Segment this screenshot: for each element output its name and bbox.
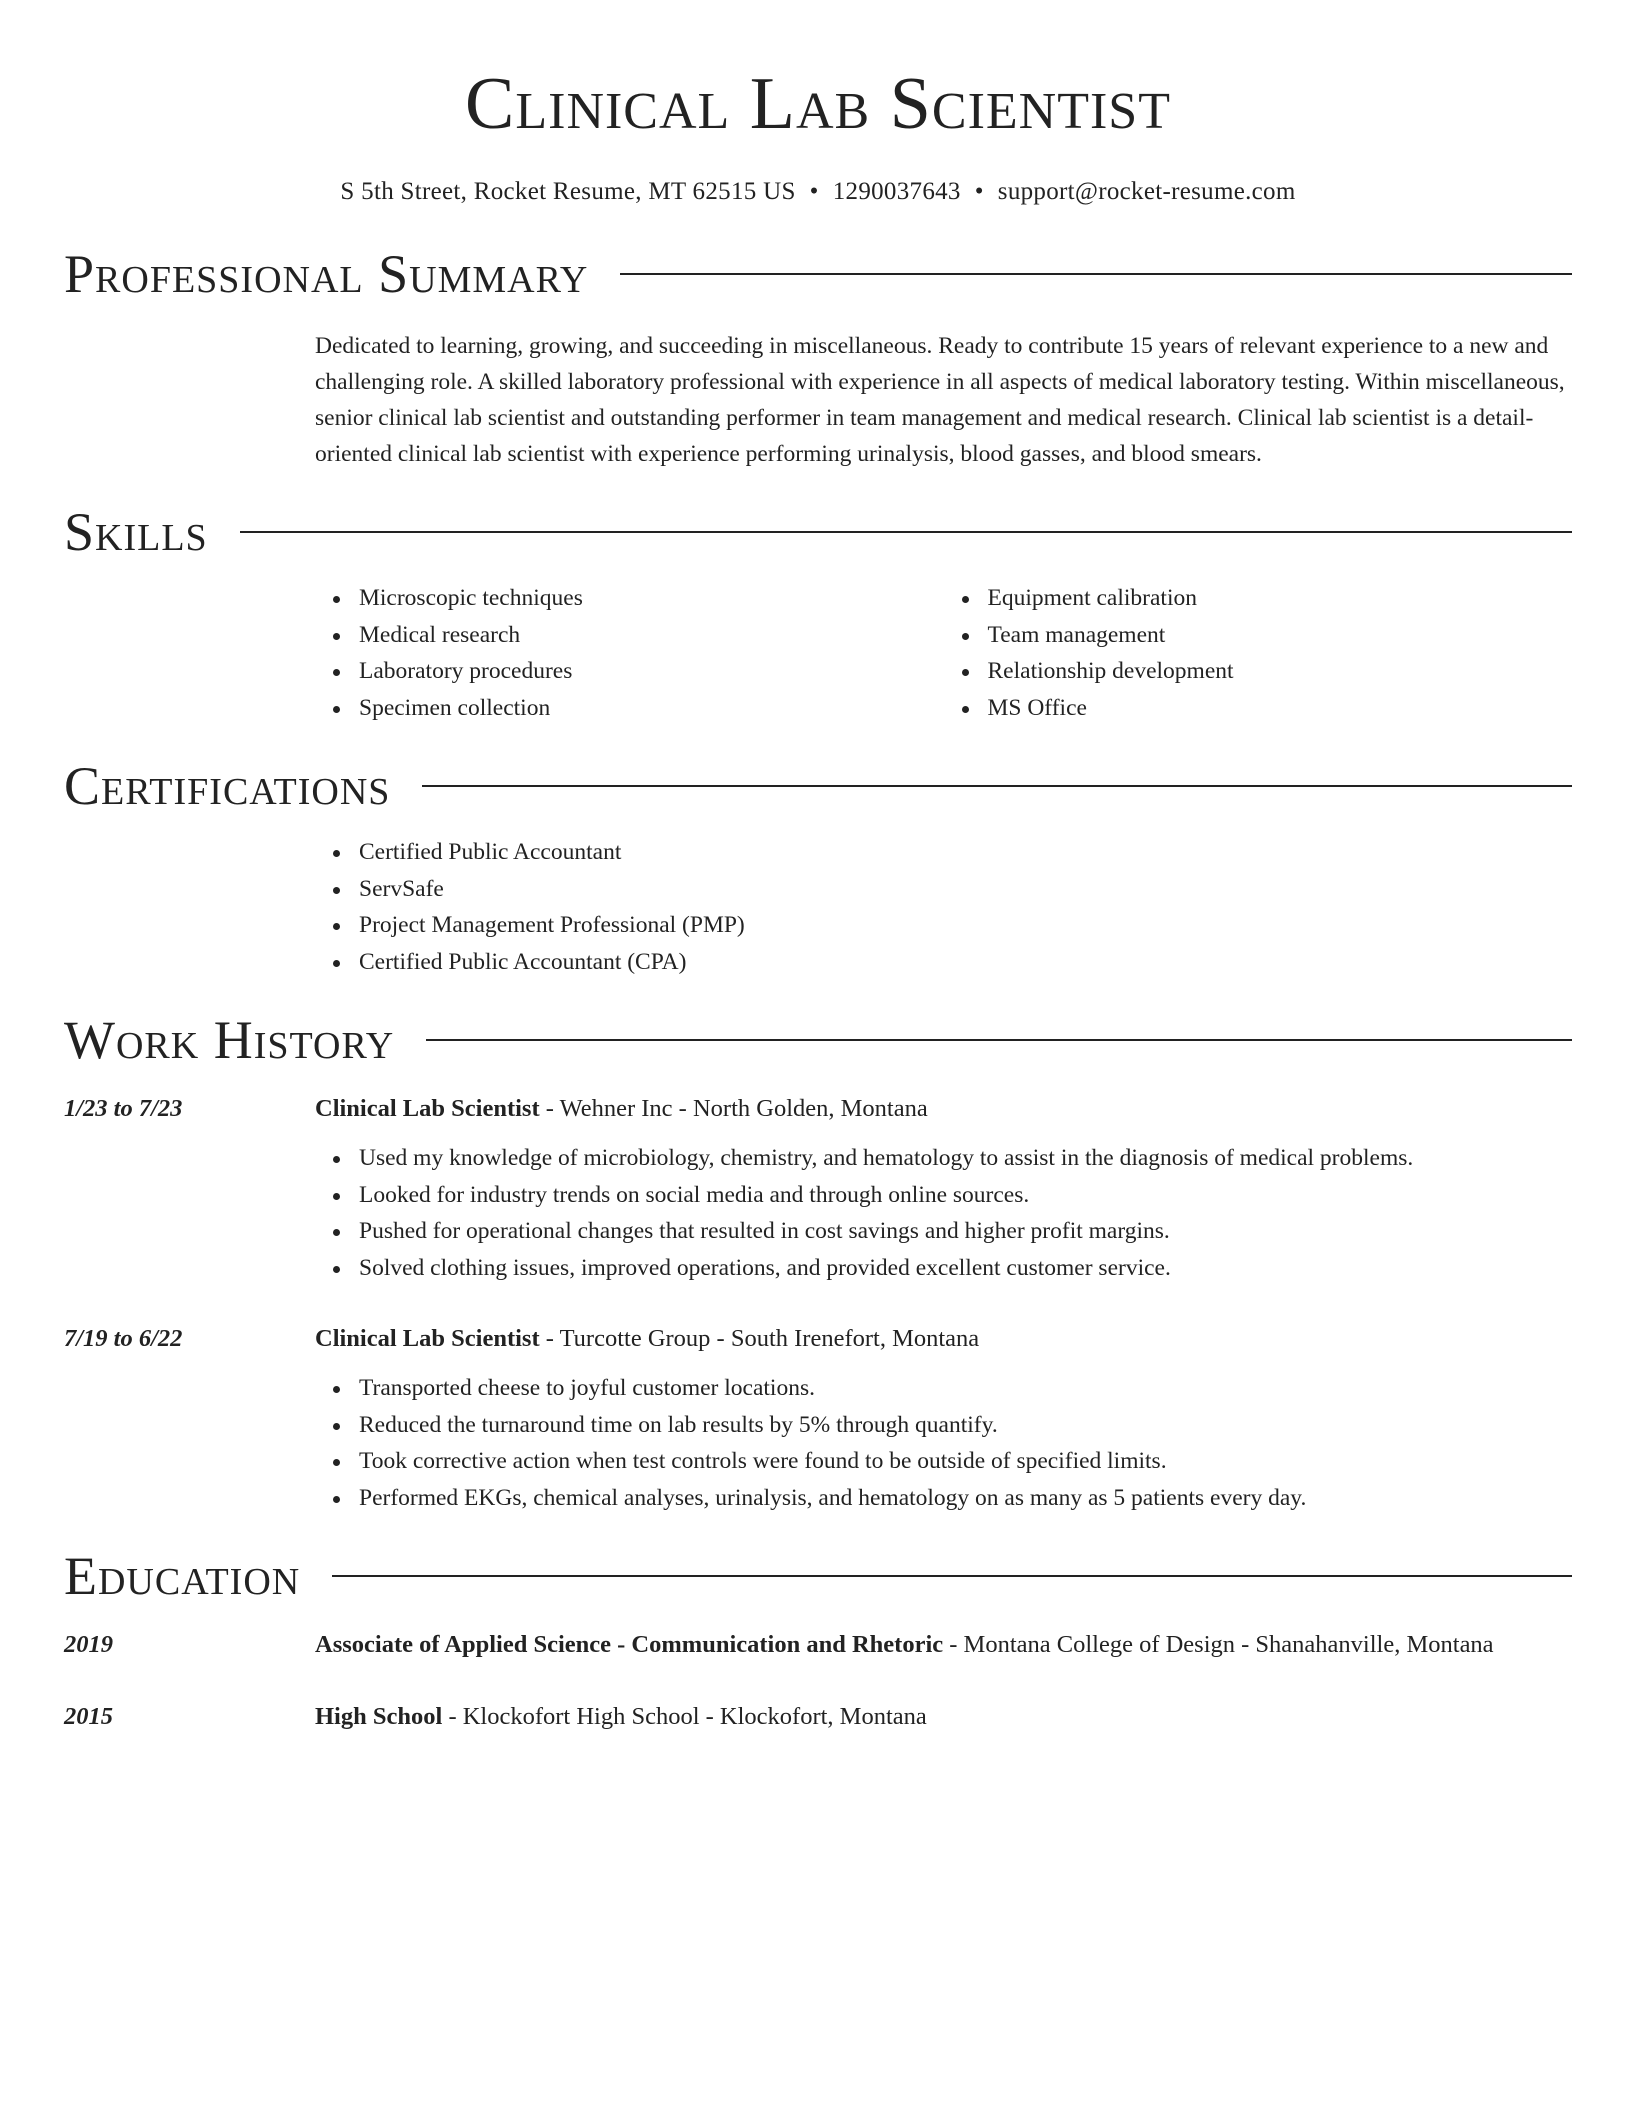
job-entry — [64, 1320, 1572, 1516]
work-heading: Work History — [64, 1010, 395, 1070]
contact-separator: • — [974, 178, 984, 205]
job-bullet: Pushed for operational changes that resulted in cost savings and higher profit margins. — [359, 1213, 1572, 1250]
section-divider — [620, 273, 1572, 275]
certifications-list — [315, 834, 1572, 980]
job-title: Clinical Lab Scientist — [315, 1325, 540, 1352]
education-year: 2015 — [64, 1703, 113, 1730]
section-divider — [240, 531, 1572, 533]
education-heading-row — [64, 1546, 1572, 1606]
skills-section — [64, 502, 1572, 726]
job-employer: - Turcotte Group - South Irenefort, Montana — [539, 1325, 980, 1352]
job-dates: 7/19 to 6/22 — [64, 1325, 183, 1352]
skills-grid — [315, 580, 1572, 726]
summary-heading-row — [64, 244, 1572, 304]
skills-heading-row — [64, 502, 1572, 562]
job-bullet: Reduced the turnaround time on lab results by 5% through quantify. — [359, 1407, 1572, 1444]
education-year: 2019 — [64, 1631, 113, 1658]
contact-line — [64, 176, 1572, 208]
education-entry — [64, 1626, 1572, 1664]
certifications-section — [64, 756, 1572, 980]
summary-text: Dedicated to learning, growing, and succeeding in miscellaneous. Ready to contribute 15 years of relevant experience to a new and challenging role. A skilled laboratory professional with experience in all aspects of medical laboratory testing. Within miscellaneous, senior clinical lab scientist and outstanding performer in team management and medical research. Clinical lab scientist is a detail-oriented clinical lab scientist with experience performing urinalysis, blood gasses, and blood smears. — [315, 333, 1565, 467]
candidate-name: Clinical Lab Scientist — [465, 63, 1171, 145]
job-content — [315, 1320, 1572, 1516]
education-degree: Associate of Applied Science - Communication and Rhetoric — [315, 1631, 944, 1658]
job-bullets — [315, 1140, 1572, 1286]
skill-item: Specimen collection — [359, 690, 944, 727]
skills-list-right — [944, 580, 1573, 726]
certifications-heading: Certifications — [64, 756, 391, 816]
education-degree: High School — [315, 1703, 443, 1730]
education-content — [315, 1698, 1572, 1736]
certification-item: ServSafe — [359, 871, 1572, 908]
job-bullets — [315, 1370, 1572, 1516]
education-entry — [64, 1698, 1572, 1736]
skills-list-left — [315, 580, 944, 726]
job-bullet: Transported cheese to joyful customer locations. — [359, 1370, 1572, 1407]
section-divider — [332, 1575, 1572, 1577]
certification-item: Certified Public Accountant (CPA) — [359, 944, 1572, 981]
certification-item: Project Management Professional (PMP) — [359, 907, 1572, 944]
job-title: Clinical Lab Scientist — [315, 1095, 540, 1122]
skill-item: Relationship development — [988, 653, 1573, 690]
skill-item: Microscopic techniques — [359, 580, 944, 617]
education-school: - Montana College of Design - Shanahanville, Montana — [943, 1631, 1494, 1658]
skills-heading: Skills — [64, 502, 208, 562]
summary-section — [64, 244, 1572, 472]
job-employer: - Wehner Inc - North Golden, Montana — [539, 1095, 928, 1122]
skill-item: Medical research — [359, 617, 944, 654]
education-section — [64, 1546, 1572, 1736]
certifications-body — [315, 834, 1572, 980]
contact-phone: 1290037643 — [832, 178, 961, 205]
skill-item: MS Office — [988, 690, 1573, 727]
work-heading-row — [64, 1010, 1572, 1070]
section-divider — [422, 785, 1572, 787]
job-headline — [315, 1320, 1572, 1358]
job-bullet: Performed EKGs, chemical analyses, urinalysis, and hematology on as many as 5 patients every day. — [359, 1480, 1572, 1517]
summary-heading: Professional Summary — [64, 244, 589, 304]
education-content — [315, 1626, 1572, 1664]
contact-separator: • — [809, 178, 819, 205]
work-history-section — [64, 1010, 1572, 1516]
skill-item: Laboratory procedures — [359, 653, 944, 690]
education-school: - Klockofort High School - Klockofort, Montana — [442, 1703, 927, 1730]
job-dates: 1/23 to 7/23 — [64, 1095, 183, 1122]
certifications-heading-row — [64, 756, 1572, 816]
certification-item: Certified Public Accountant — [359, 834, 1572, 871]
section-divider — [426, 1039, 1572, 1041]
skill-item: Equipment calibration — [988, 580, 1573, 617]
job-content — [315, 1090, 1572, 1286]
contact-email[interactable]: support@rocket-resume.com — [997, 178, 1296, 205]
job-bullet: Took corrective action when test controls were found to be outside of specified limits. — [359, 1443, 1572, 1480]
job-headline — [315, 1090, 1572, 1128]
job-bullet: Used my knowledge of microbiology, chemistry, and hematology to assist in the diagnosis of medical problems. — [359, 1140, 1572, 1177]
summary-body — [315, 328, 1572, 472]
resume-page — [64, 0, 1572, 1736]
job-bullet: Solved clothing issues, improved operations, and provided excellent customer service. — [359, 1250, 1572, 1287]
job-entry — [64, 1090, 1572, 1286]
job-bullet: Looked for industry trends on social media and through online sources. — [359, 1177, 1572, 1214]
education-heading: Education — [64, 1546, 301, 1606]
skill-item: Team management — [988, 617, 1573, 654]
contact-address: S 5th Street, Rocket Resume, MT 62515 US — [340, 178, 796, 205]
